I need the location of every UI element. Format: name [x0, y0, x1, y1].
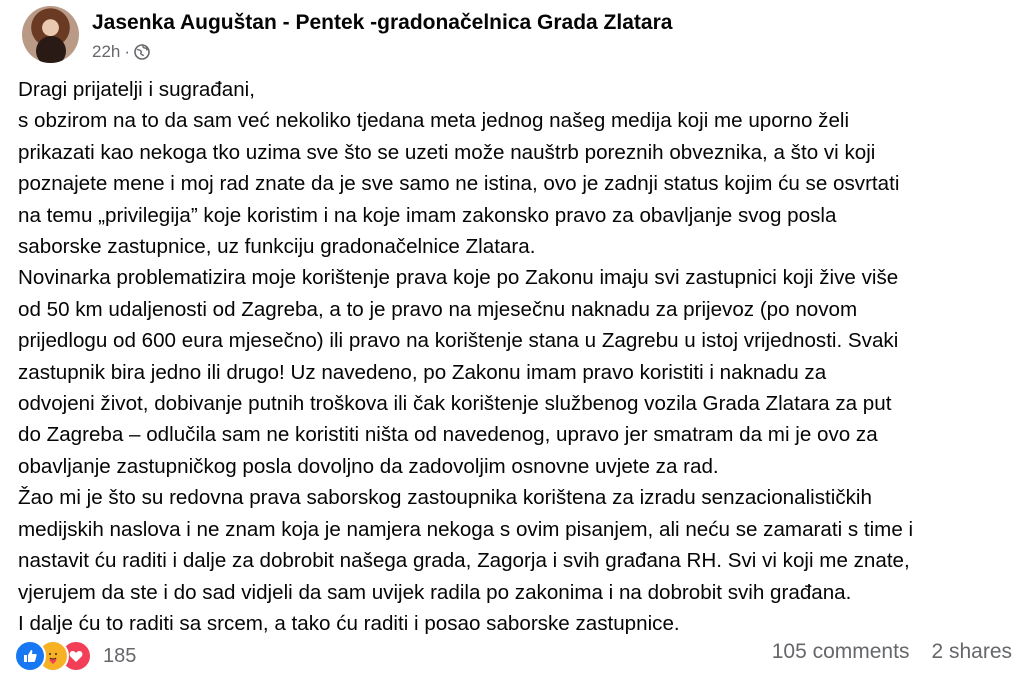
author-name[interactable]: Jasenka Auguštan - Pentek -gradonačelnica Grada Zlatara: [92, 11, 673, 34]
post-line: Novinarka problematizira moje korištenje prava koje po Zakonu imaju svi zastupnici koji žive više: [18, 266, 899, 290]
post-line: I dalje ću to raditi sa srcem, a tako ću raditi i posao saborske zastupnice.: [18, 611, 680, 635]
post-footer: [14, 638, 1014, 672]
post-line: od 50 km udaljenosti od Zagreba, a to je pravo na mjesečnu naknadu za prijevoz (po novom: [18, 297, 858, 321]
post-line: obavljanje zastupničkog posla dovoljno da zadovoljim osnovne uvjete za rad.: [18, 454, 719, 478]
reaction-count[interactable]: 185: [103, 644, 137, 667]
post-line: zastupnik bira jedno ili drugo! Uz navedeno, po Zakonu imam pravo koristiti i naknadu za: [18, 360, 827, 384]
post-meta: [92, 42, 150, 62]
post-line: vjerujem da ste i do sad vidjeli da sam uvijek radila po zakonima i na dobrobit svih građana.: [18, 580, 852, 604]
like-icon: [14, 640, 46, 672]
post-line: na temu „privilegija” koje koristim i na koje imam zakonsko pravo za obavljanje svog posla: [18, 203, 837, 227]
post-header: [22, 6, 1012, 66]
post-line: prijedlogu od 600 eura mjesečno) ili pravo na korištenje stana u Zagrebu u istoj vrijednosti. Svaki: [18, 329, 899, 353]
post-line: s obzirom na to da sam već nekoliko tjedana meta jednog našeg medija koji me uporno želi: [18, 109, 850, 133]
engagement-stats: [772, 640, 1012, 664]
post-line: do Zagreba – odlučila sam ne koristiti ništa od navedenog, upravo jer smatram da mi je ovo za: [18, 423, 878, 447]
post-line: saborske zastupnice, uz funkciju gradonačelnice Zlatara.: [18, 235, 536, 259]
reactions-summary[interactable]: [14, 640, 136, 672]
post-text: [18, 74, 1008, 639]
meta-separator: ·: [124, 42, 131, 61]
post-line: poznajete mene i moj rad znate da je sve samo ne istina, ovo je zadnji status kojim ću se osvrtati: [18, 172, 900, 196]
comments-count[interactable]: 105 comments: [771, 640, 910, 663]
post-line: prikazati kao nekoga tko uzima sve što se uzeti može nauštrb poreznih obveznika, a što vi koji: [18, 140, 876, 164]
author-avatar[interactable]: [22, 6, 79, 63]
post-line: Dragi prijatelji i sugrađani,: [18, 78, 255, 101]
post-line: nastavit ću raditi i dalje za dobrobit našega grada, Zagorja i svih građana RH. Svi vi koji me znate,: [18, 549, 910, 573]
post-line: Žao mi je što su redovna prava saborskog zastoupnika korištena za izradu senzacionalističkih: [18, 486, 872, 510]
globe-icon[interactable]: [134, 44, 150, 60]
post-line: medijskih naslova i ne znam koja je namjera nekoga s ovim pisanjem, ali neću se zamarati s time i: [18, 517, 914, 541]
post-line: odvojeni život, dobivanje putnih troškova ili čak korištenje službenog vozila Grada Zlatara za put: [18, 392, 892, 416]
post-time[interactable]: 22h: [92, 42, 121, 61]
shares-count[interactable]: 2 shares: [931, 640, 1012, 663]
